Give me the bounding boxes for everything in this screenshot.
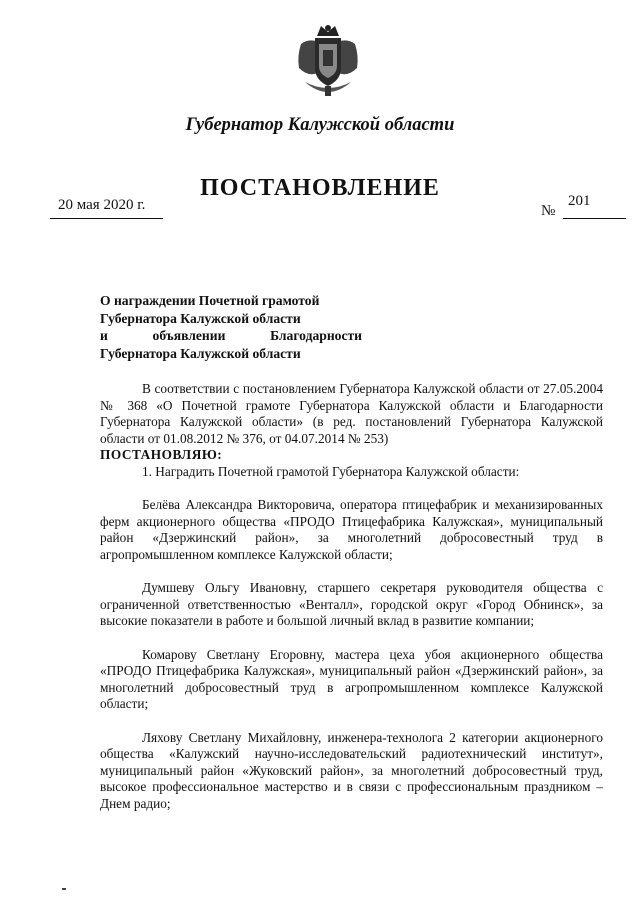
preamble-paragraph: В соответствии с постановлением Губернатора Калужской области от 27.05.2004 № 368 «О Почетной грамоте Губернатора Калужской области и Благодарности Губернатора Калужской области» (в ред. постановлений Губернатора Калужской области от 01.08.2012 № 376, от 04.07.2014 № 253) [100,381,603,446]
decree-word: ПОСТАНОВЛЯЮ: [100,447,223,462]
awardee-paragraph: Комарову Светлану Егоровну, мастера цеха убоя акционерного общества «ПРОДО Птицефабрика Калужская», муниципальный район «Дзержинский район», за многолетний добросовестный труд в агропромышленном комплексе Калужской области; [100,646,603,711]
document-subject [100,292,362,362]
awardee-paragraph: Белёва Александра Викторовича, оператора птицефабрик и механизированных ферм акционерного общества «ПРОДО Птицефабрика Калужская», муниципальный район «Дзержинский район», за многолетний добросовестный труд в агропромышленном комплексе Калужской области; [100,497,603,562]
date-underline [50,218,163,219]
document-date: 20 мая 2020 г. [58,197,146,213]
subject-line: Губернатора Калужской области [100,310,301,326]
scan-mark [62,888,66,890]
governor-title: Губернатор Калужской области [185,115,455,135]
coat-of-arms-icon [295,22,361,100]
document-body [100,381,603,812]
subject-line: О награждении Почетной грамотой [100,293,320,308]
subject-line: и объявлении Благодарности [100,328,362,343]
document-number: 201 [568,193,591,209]
number-label: № [541,203,556,219]
document-type-heading: ПОСТАНОВЛЕНИЕ [200,175,440,201]
subject-line: Губернатора Калужской области [100,345,301,361]
awardee-paragraph: Ляхову Светлану Михайловну, инженера-технолога 2 категории акционерного общества «Калужский научно-исследовательский радиотехнический институт», муниципальный район «Жуковский район», за многолетний добросовестный труд, высокое профессиональное мастерство и в связи с профессиональным праздником – Днем радио; [100,729,603,811]
item-1-heading: 1. Наградить Почетной грамотой Губернатора Калужской области: [142,463,520,479]
number-underline [563,218,626,219]
awardee-paragraph: Думшеву Ольгу Ивановну, старшего секретаря руководителя общества с ограниченной ответственностью «Венталл», городской округ «Город Обнинск», за высокие показатели в работе и большой личный вклад в развитие компании; [100,580,603,628]
